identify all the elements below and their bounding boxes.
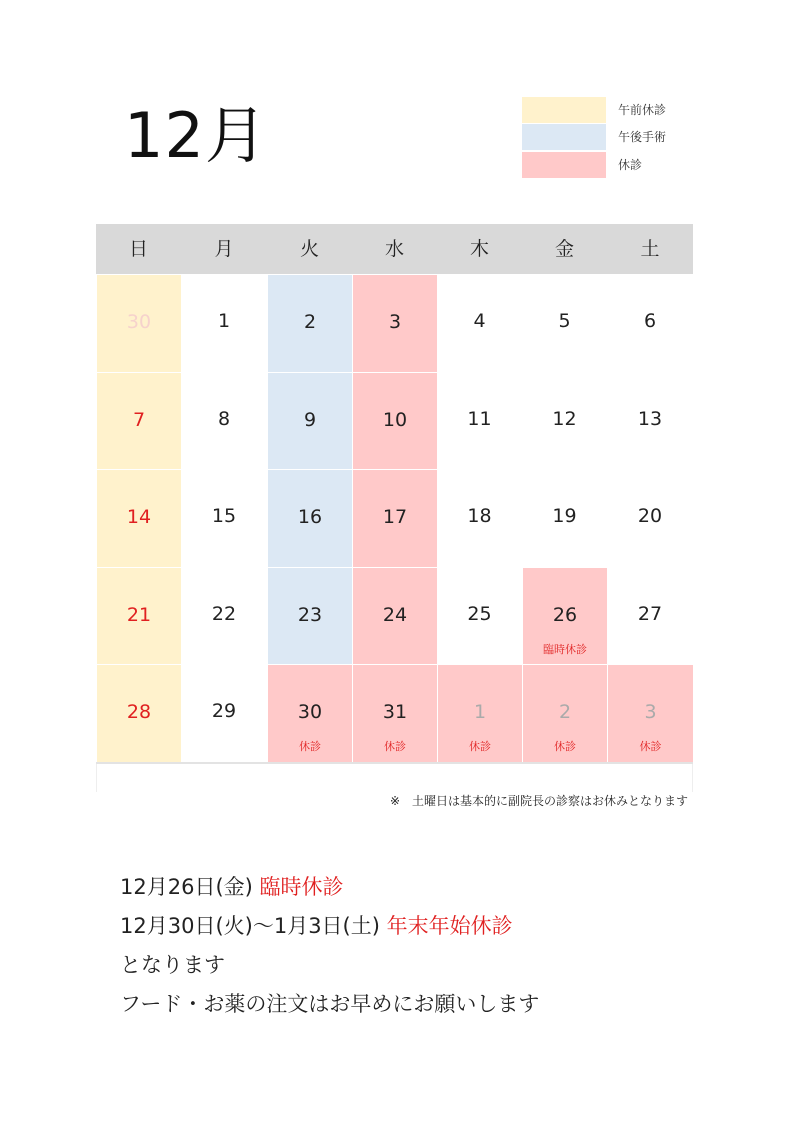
calendar-right-edge [692,764,693,792]
day-number: 6 [643,310,657,332]
day-number: 2 [303,311,317,333]
day-number: 28 [126,701,152,723]
day-number: 17 [382,506,408,528]
weekday-header: 月 [214,238,234,260]
calendar-day [267,567,352,665]
day-number: 24 [382,603,408,626]
calendar-day [96,372,181,470]
day-number: 30 [297,701,323,723]
day-number: 14 [126,506,152,528]
weekday-header: 火 [299,238,319,260]
calendar-day [607,274,693,372]
calendar-left-edge [96,764,97,792]
legend-label: 休診 [618,158,643,172]
day-number: 26 [552,603,578,626]
calendar-day [522,372,607,470]
calendar-day [607,469,693,567]
calendar-day [181,469,267,567]
calendar-header [96,224,693,274]
legend-item-afternoon-surgery [522,124,722,150]
day-number: 5 [558,310,571,332]
weekday-header: 土 [640,238,660,260]
day-number: 21 [126,603,152,626]
day-number: 30 [126,311,152,333]
day-number: 19 [552,505,577,527]
calendar-day [267,664,352,762]
day-number: 11 [467,407,492,430]
calendar-day [352,567,437,665]
calendar-day [352,664,437,762]
legend-swatch [522,124,606,150]
day-number: 27 [637,602,663,625]
day-note: 休診 [384,740,406,753]
calendar-day [181,664,267,762]
legend-label: 午後手術 [618,130,667,144]
day-number: 3 [644,701,657,723]
notice-line-temporary-closure [120,868,539,907]
day-note: 休診 [554,740,576,753]
legend-swatch [522,97,606,123]
calendar-day [522,469,607,567]
day-number: 20 [637,505,663,527]
notice-status: 臨時休診 [259,875,344,899]
weekday-header: 金 [554,238,574,260]
calendar-day [181,274,267,372]
calendar-day [607,664,693,762]
calendar-day [522,567,607,665]
weekday-header: 水 [384,238,404,260]
day-number: 10 [382,408,408,431]
day-number: 18 [467,505,492,527]
footnote: ※ 土曜日は基本的に副院長の診察はお休みとなります [389,794,688,808]
calendar-day [96,567,181,665]
calendar-day [267,372,352,470]
calendar-day [267,274,352,372]
weekday-header: 木 [469,238,489,260]
calendar-day [96,664,181,762]
legend-swatch [522,152,606,178]
day-number: 4 [473,310,486,332]
day-number: 8 [217,407,231,430]
day-number: 2 [558,701,572,723]
day-number: 29 [211,700,237,722]
day-note: 休診 [639,740,662,753]
calendar-day [437,664,522,762]
day-number: 23 [297,603,323,626]
day-number: 22 [211,602,237,625]
calendar-day [522,274,607,372]
calendar-day [181,567,267,665]
notice-line-year-end-closure [120,907,539,946]
weekday-header: 日 [128,238,148,260]
calendar-day [352,469,437,567]
calendar-day [267,469,352,567]
day-note: 臨時休診 [543,642,587,656]
calendar-day [96,274,181,372]
day-number: 13 [637,407,663,430]
month-title: 12月 [124,99,268,172]
calendar-day [437,372,522,470]
calendar-day [607,372,693,470]
legend-item-morning-closed [522,97,722,123]
day-number: 3 [388,311,402,333]
day-number: 1 [217,310,231,332]
calendar-bottom-border [96,762,693,764]
notice-status: 年末年始休診 [386,914,513,938]
day-number: 25 [467,602,492,625]
day-note: 休診 [469,740,491,753]
day-number: 15 [211,505,237,527]
calendar-day [437,469,522,567]
day-number: 7 [132,408,146,431]
day-number: 31 [382,701,408,723]
day-number: 1 [473,701,487,723]
calendar-day [181,372,267,470]
notice-line-text: となります [120,953,225,977]
notice-date: 12月30日(火)〜1月3日(土) [120,914,380,938]
calendar-day [352,274,437,372]
notice-line-order-reminder: フード・お薬の注文はお早めにお願いします [120,992,540,1016]
day-number: 16 [297,506,323,528]
day-number: 12 [552,407,577,430]
calendar-day [352,372,437,470]
calendar [96,224,693,792]
legend-item-closed [522,152,722,178]
notice [120,868,539,1024]
day-note: 休診 [299,740,321,753]
calendar-day [522,664,607,762]
day-number: 9 [303,408,317,431]
calendar-day [437,567,522,665]
calendar-day [437,274,522,372]
notice-date: 12月26日(金) [120,875,253,899]
calendar-day [96,469,181,567]
calendar-day [607,567,693,665]
legend-label: 午前休診 [618,103,667,117]
